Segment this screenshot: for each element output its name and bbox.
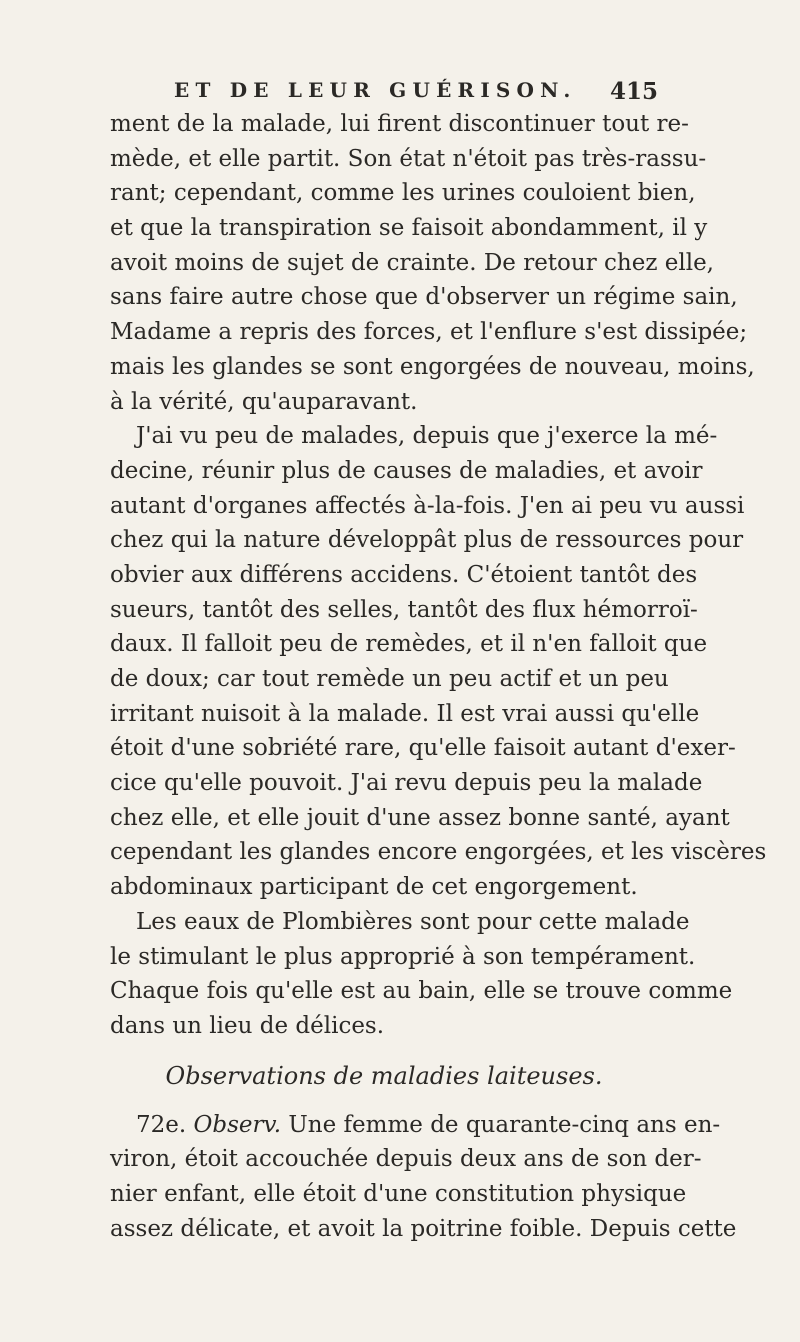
- text-line: daux. Il falloit peu de remèdes, et il n'en falloit que: [110, 631, 708, 658]
- text-line: viron, étoit accouchée depuis deux ans de son der-: [110, 1146, 702, 1173]
- text-line: cependant les glandes encore engorgées, et les viscères: [110, 839, 767, 866]
- body-text: [110, 107, 767, 1246]
- text-line: le stimulant le plus approprié à son tempérament.: [110, 943, 696, 970]
- page-number: 415: [609, 78, 658, 105]
- text-line: de doux; car tout remède un peu actif et un peu: [110, 666, 669, 692]
- text-line: abdominaux participant de cet engorgement.: [110, 874, 638, 901]
- text-line: chez qui la nature développât plus de ressources pour: [110, 527, 744, 554]
- section-heading: Observations de maladies laiteuses.: [165, 1061, 603, 1090]
- observation-number: 72e.: [136, 1111, 187, 1138]
- text-line: J'ai vu peu de malades, depuis que j'exerce la mé-: [136, 423, 718, 450]
- observation-text: Une femme de quarante-cinq ans en-: [288, 1111, 721, 1138]
- text-line: avoit moins de sujet de crainte. De retour chez elle,: [110, 249, 714, 276]
- text-line: rant; cependant, comme les urines couloient bien,: [110, 180, 696, 207]
- text-line: à la vérité, qu'auparavant.: [110, 388, 418, 415]
- text-line: nier enfant, elle étoit d'une constitution physique: [110, 1180, 687, 1207]
- paragraph-2: [110, 419, 767, 905]
- text-line: decine, réunir plus de causes de maladies, et avoir: [110, 457, 703, 484]
- text-line: irritant nuisoit à la malade. Il est vrai aussi qu'elle: [110, 700, 700, 727]
- text-line: et que la transpiration se faisoit abondamment, il y: [110, 215, 708, 242]
- running-title: ET DE LEUR GUÉRISON.: [174, 78, 577, 102]
- paragraph-1: [110, 107, 755, 419]
- text-line: Chaque fois qu'elle est au bain, elle se trouve comme: [110, 978, 733, 1005]
- text-line: obvier aux différens accidens. C'étoient tantôt des: [110, 561, 698, 588]
- text-line: mais les glandes se sont engorgées de nouveau, moins,: [110, 353, 755, 380]
- text-line: chez elle, et elle jouit d'une assez bonne santé, ayant: [110, 804, 730, 831]
- paragraph-3: [110, 905, 733, 1044]
- running-head: [174, 78, 658, 108]
- text-line: Madame a repris des forces, et l'enflure s'est dissipée;: [110, 319, 748, 346]
- text-line: Les eaux de Plombières sont pour cette malade: [136, 908, 690, 935]
- text-line: cice qu'elle pouvoit. J'ai revu depuis peu la malade: [110, 770, 703, 797]
- text-line: autant d'organes affectés à-la-fois. J'en ai peu vu aussi: [110, 492, 745, 519]
- paragraph-4: [110, 1108, 737, 1247]
- text-line: sans faire autre chose que d'observer un régime sain,: [110, 284, 738, 311]
- text-line: ment de la malade, lui firent discontinuer tout re-: [110, 111, 689, 137]
- text-line: mède, et elle partit. Son état n'étoit pas très-rassu-: [110, 145, 707, 172]
- text-line: étoit d'une sobriété rare, qu'elle faisoit autant d'exer-: [110, 735, 736, 762]
- text-line: assez délicate, et avoit la poitrine foible. Depuis cette: [110, 1215, 737, 1242]
- text-line: dans un lieu de délices.: [110, 1012, 385, 1039]
- observation-label: Observ.: [193, 1111, 282, 1138]
- text-line: [110, 1108, 721, 1143]
- text-line: sueurs, tantôt des selles, tantôt des flux hémorroï-: [110, 596, 698, 623]
